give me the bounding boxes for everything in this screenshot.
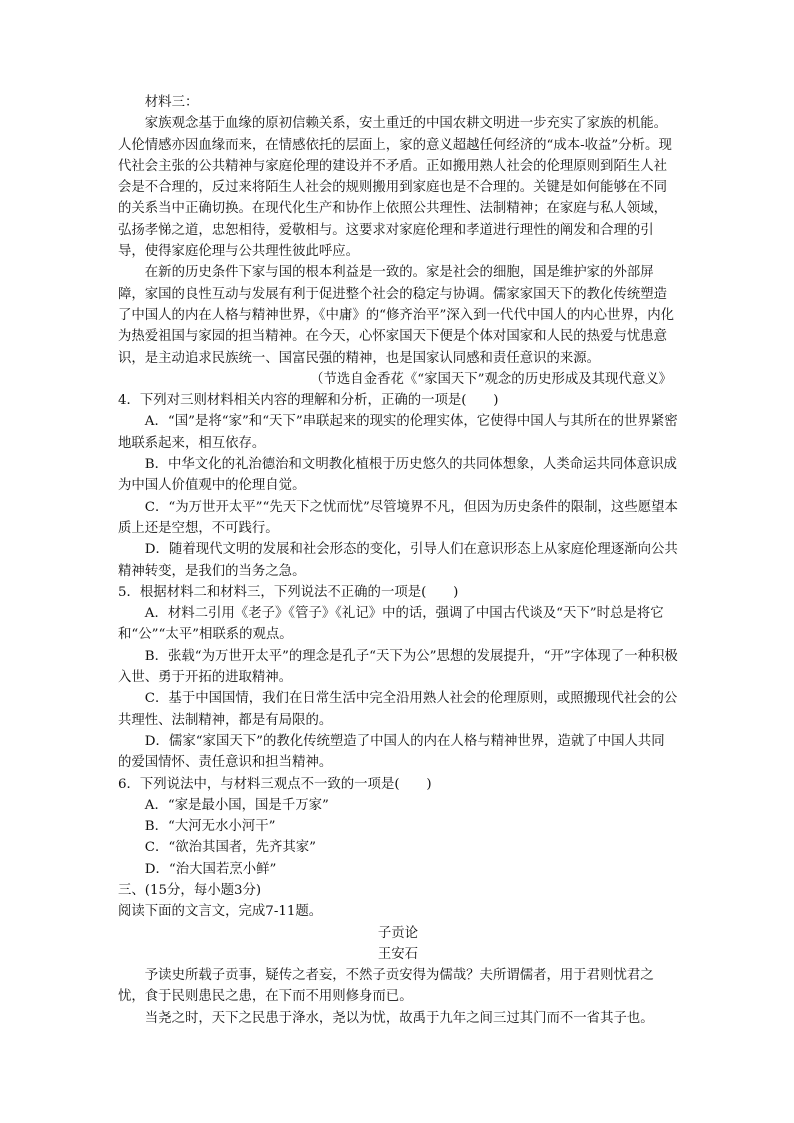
question-5-stem: 5．根据材料二和材料三，下列说法不正确的一项是( ) (118, 584, 459, 600)
question-5-option-b: B．张载“为万世开太平”的理念是孔子“天下为公”思想的发展提升，“开”字体现了一种积极入世、勇于开拓的进取精神。 (118, 648, 678, 686)
material3-source: （节选自金香花《“家国天下”观念的历史形成及其现代意义》 (310, 371, 672, 387)
question-5-option-d: D．儒家“家国天下”的教化传统塑造了中国人的内在人格与精神世界，造就了中国人共同的爱国情怀、责任意识和担当精神。 (118, 733, 665, 771)
document-page (118, 92, 678, 1029)
question-5-option-a: A．材料二引用《老子》《管子》《礼记》中的话，强调了中国古代谈及“天下”时总是将它和“公”“太平”相联系的观点。 (118, 606, 664, 643)
passage-paragraph-2: 当尧之时，天下之民患于洚水，尧以为忧，故禹于九年之间三过其门而不一省其子也。 (144, 1010, 654, 1026)
passage-author: 王安石 (377, 946, 419, 962)
question-5-option-c: C．基于中国国情，我们在日常生活中完全沿用熟人社会的伦理原则，或照搬现代社会的公共理性、法制精神，都是有局限的。 (118, 691, 678, 728)
section-3-heading: 三、(15分，每小题3分) (118, 882, 262, 898)
question-6-stem: 6．下列说法中，与材料三观点不一致的一项是( ) (118, 776, 432, 792)
question-4-option-b: B．中华文化的礼治德治和文明教化植根于历史悠久的共同体想象，人类命运共同体意识成为中国人价值观中的伦理自觉。 (118, 457, 677, 494)
question-6-option-c: C．“欲治其国者，先齐其家” (144, 840, 317, 856)
material3-paragraph-2: 在新的历史条件下家与国的根本利益是一致的。家是社会的细胞，国是维护家的外部屏障，家国的良性互动与发展有利于促进整个社会的稳定与协调。儒家家国天下的教化传统塑造了中国人的内在人格与精神世界，《中庸》的“修齐治平”深入到一代代中国人的内心世界，内化为热爱祖国与家园的担当精神。在今天，心怀家国天下便是个体对国家和人民的热爱与忧患意识，是主动追求民族统一、国富民强的精神，也是国家认同感和责任意识的来源。 (118, 265, 675, 366)
question-6-option-d: D．“治大国若烹小鲜” (144, 861, 277, 877)
question-6-option-b: B．“大河无水小河干” (144, 819, 276, 835)
question-4-stem: 4．下列对三则材料相关内容的理解和分析，正确的一项是( ) (118, 393, 499, 409)
passage-title: 子贡论 (377, 925, 419, 941)
material3-heading: 材料三： (144, 95, 199, 110)
question-6-option-a: A．“家是最小国，国是千万家” (144, 797, 329, 813)
material3-paragraph-1: 家族观念基于血缘的原初信赖关系，安土重迁的中国农耕文明进一步充实了家族的机能。人伦情感亦因血缘而来，在情感依托的层面上，家的意义超越任何经济的“成本-收益”分析。现代社会主张的公共精神与家庭伦理的建设并不矛盾。正如搬用熟人社会的伦理原则到陌生人社会是不合理的，反过来将陌生人社会的规则搬用到家庭也是不合理的。关键是如何能够在不同的关系当中正确切换。在现代化生产和协作上依照公共理性、法制精神；在家庭与私人领域，弘扬孝悌之道，忠恕相待，爱敬相与。这要求对家庭伦理和孝道进行理性的阐发和合理的引导，使得家庭伦理与公共理性彼此呼应。 (118, 116, 672, 260)
question-4-option-a: A．“国”是将“家”和“天下”串联起来的现实的伦理实体，它使得中国人与其所在的世界紧密地联系起来，相互依存。 (118, 414, 678, 451)
section-3-instruction: 阅读下面的文言文，完成7-11题。 (118, 904, 323, 920)
question-4-option-c: C．“为万世开太平”“先天下之忧而忧”尽管境界不凡，但因为历史条件的限制，这些愿望本质上还是空想，不可践行。 (118, 499, 678, 536)
question-4-option-d: D．随着现代文明的发展和社会形态的变化，引导人们在意识形态上从家庭伦理逐渐向公共精神转变，是我们的当务之急。 (118, 542, 678, 579)
passage-paragraph-1: 予读史所载子贡事，疑传之者妄，不然子贡安得为儒哉？夫所谓儒者，用于君则忧君之忧，食于民则患民之患，在下而不用则修身而已。 (118, 968, 654, 1005)
